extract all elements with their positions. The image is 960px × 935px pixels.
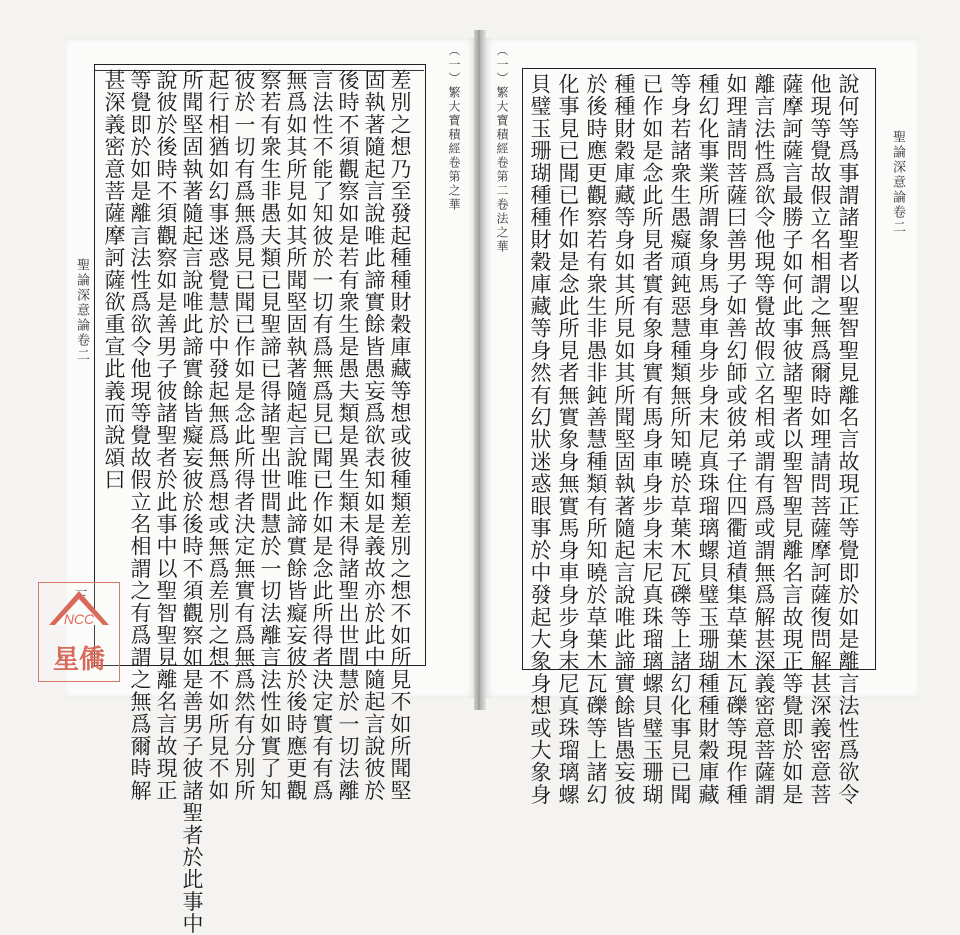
left-text-frame [94,64,426,935]
left-page [66,38,474,935]
left-column-7: 察若有衆生非愚夫類已見聖諦已得諸聖出世間慧於一切法離言法性如實了知 [258,69,282,802]
right-column-7: 等身若諸衆生愚癡頑鈍惡慧種類無所知曉於草葉木瓦礫等上諸幻化事見已聞 [668,73,692,806]
right-column-6: 種幻化事業所謂象身馬身車身步身末尼真珠瑠璃螺貝璧玉珊瑚種種財穀庫藏 [696,73,720,806]
left-column-3: 說彼於後時不須觀察如是善男子彼諸聖者於此事中以聖智聖見離名言故現正 [154,69,178,802]
right-column-11: 化事見已聞已作如是念此所見者無實象身無實馬身車身步身末尼真珠瑠璃螺 [556,73,580,806]
ncc-watermark-stamp [38,582,120,682]
page-number: 三 [74,589,88,605]
left-center-header: （一）繁大寶積經卷第之華 [447,44,461,212]
left-column-1: 甚深義密意菩薩摩訶薩欲重宣此義而說頌曰 [102,69,126,491]
left-column-2: 等覺即於如是離言法性爲欲令他現等覺故假立名相謂之有爲謂之無爲爾時解 [128,69,152,802]
left-column-11: 固執著隨起言說唯此諦實餘皆愚妄爲欲表知如是義故亦於此中隨起言說彼於 [362,69,386,802]
right-column-9: 種種財穀庫藏等身如其所見如其所聞堅固執著隨起言說唯此諦實餘皆愚妄彼 [612,73,636,806]
left-outer-footer: 聖論深意論卷二 [74,258,89,363]
left-column-9: 言法性不能了知彼於一切有爲無爲見已聞已作如是念此所得者決定實有有爲 [310,69,334,802]
right-column-12: 貝璧玉珊瑚種種財穀庫藏等身然有幻狀迷惑眼事於中發起大象身想或大象身 [528,73,552,806]
stamp-latin-text: NCC [63,611,95,627]
right-column-4: 離言法性爲欲令他現等覺故假立名相或謂有爲或謂無爲解甚深義密意菩薩謂 [752,73,776,806]
right-page [486,38,918,806]
left-column-12: 差別之想乃至發起種種財穀庫藏等想或彼種類差別之想不如所見不如所聞堅 [388,69,412,802]
right-outer-header: 聖論深意論卷二 [890,130,905,235]
right-column-5: 如理請問菩薩曰善男子如善幻師或彼弟子住四衢道積集草葉木瓦礫等現作種 [724,73,748,806]
left-column-4: 所聞堅固執著隨起言說唯此諦實餘皆癡妄彼於後時不須觀察如是善男子彼諸聖者於此事中 [180,69,204,935]
stamp-cjk-text: 星僑 [52,645,105,675]
book-gutter [474,30,486,710]
right-column-1: 說何等爲事謂諸聖者以聖智聖見離名言故現正等覺即於如是離言法性爲欲令 [836,73,860,806]
left-column-10: 後時不須觀察如是若有衆生是愚夫類是異生類未得諸聖出世間慧於一切法離 [336,69,360,802]
right-column-3: 薩摩訶薩言最勝子如何此事彼諸聖者以聖智聖見離名言故現正等覺即於如是 [780,73,804,806]
right-center-header: （一）繁大寶積經卷第二卷法之華 [495,44,509,254]
left-column-5: 起行相猶如幻事迷惑覺慧於中發起無爲無爲想或無爲差別之想不如所見不如 [206,69,230,802]
right-column-2: 他現等覺故假立名相謂之無爲爾時如理請問菩薩摩訶薩復問解甚深義密意菩 [808,73,832,806]
left-column-8: 無爲如其所見如其所聞堅固執著隨起言說唯此諦實餘皆癡妄彼於後時應更觀 [284,69,308,802]
right-column-8: 已作如是念此所見者實有象身實有馬身車身步身末尼真珠瑠璃螺貝璧玉珊瑚 [640,73,664,806]
right-text-frame [522,68,876,806]
left-column-6: 彼於一切有爲無爲見已聞已作如是念此所得者決定無實有爲無爲然有分別所 [232,69,256,802]
right-column-10: 於後時應更觀察若有衆生非愚非鈍善慧種類有所知曉於草葉木瓦礫等上諸幻 [584,73,608,806]
